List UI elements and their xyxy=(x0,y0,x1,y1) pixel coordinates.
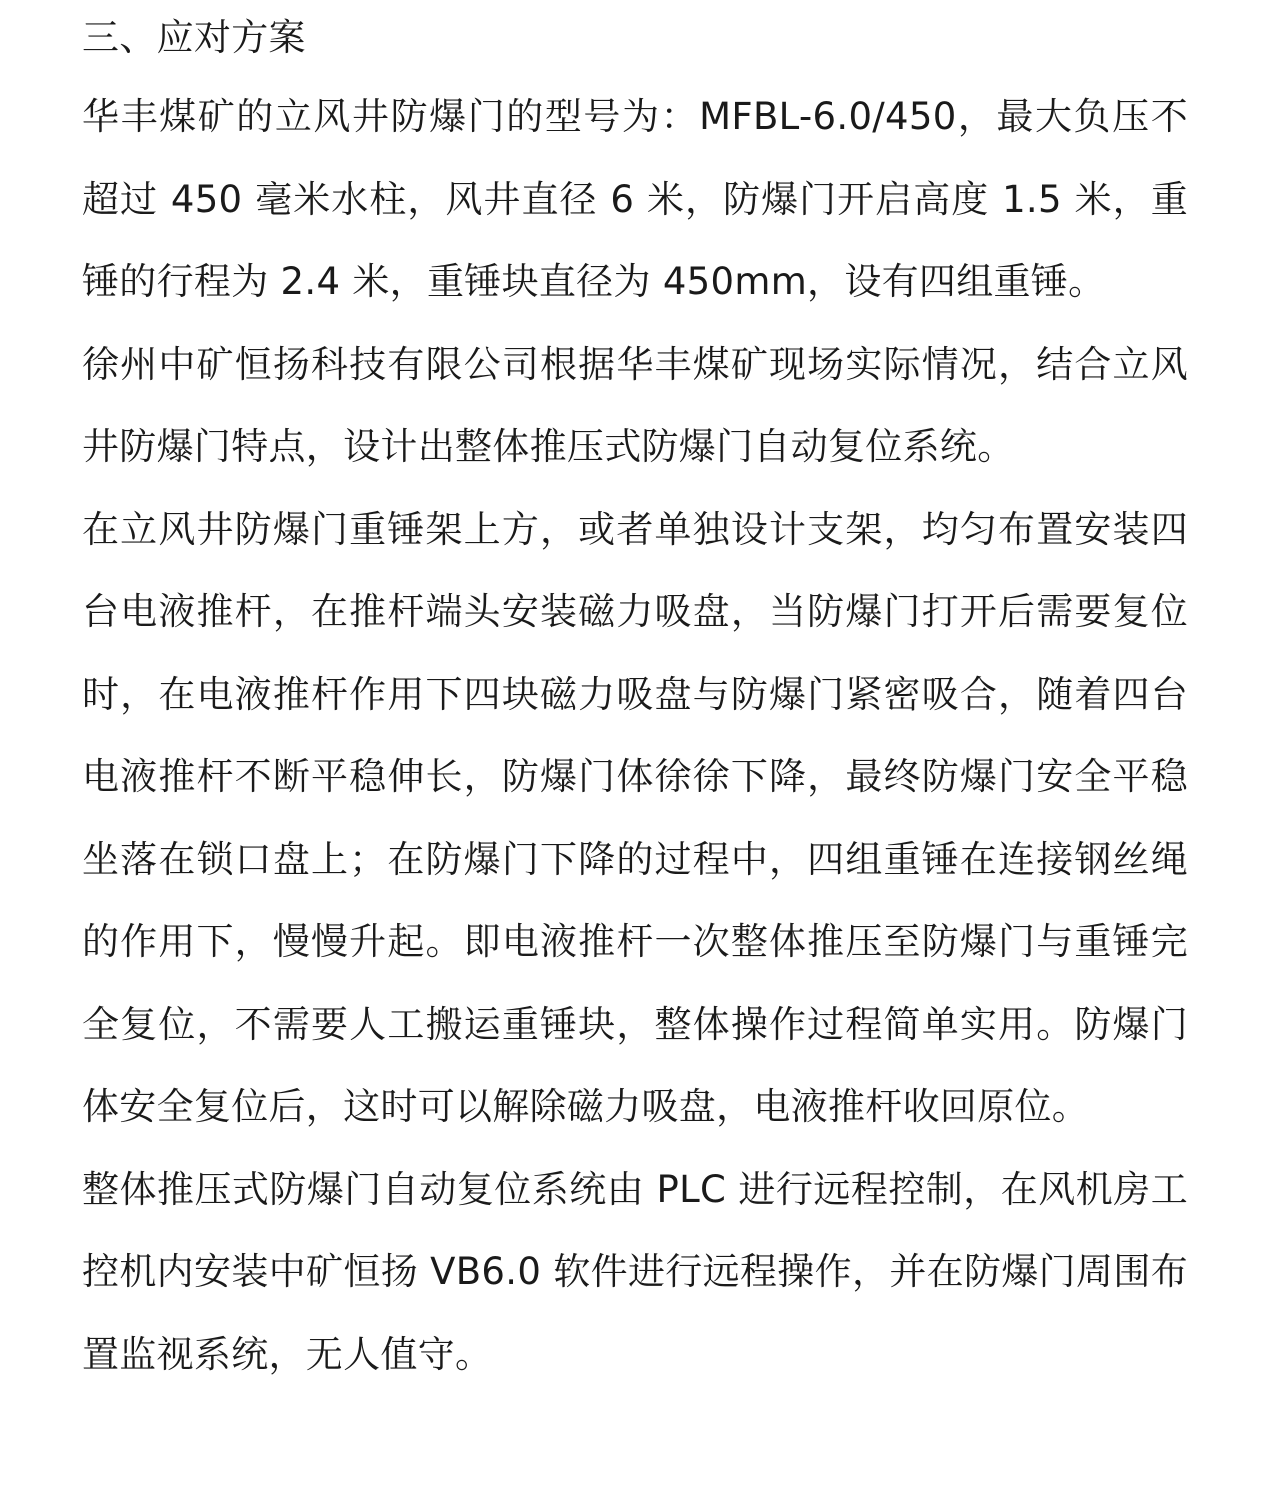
paragraph-company-design: 徐州中矿恒扬科技有限公司根据华丰煤矿现场实际情况，结合立风井防爆门特点，设计出整体推压式防爆门自动复位系统。 xyxy=(82,342,1188,468)
paragraph-reset-procedure: 在立风井防爆门重锤架上方，或者单独设计支架，均匀布置安装四台电液推杆，在推杆端头安装磁力吸盘，当防爆门打开后需要复位时，在电液推杆作用下四块磁力吸盘与防爆门紧密吸合，随着四台电液推杆不断平稳伸长，防爆门体徐徐下降，最终防爆门安全平稳坐落在锁口盘上；在防爆门下降的过程中，四组重锤在连接钢丝绳的作用下，慢慢升起。即电液推杆一次整体推压至防爆门与重锤完全复位，不需要人工搬运重锤块，整体操作过程简单实用。防爆门体安全复位后，这时可以解除磁力吸盘，电液推杆收回原位。 xyxy=(82,507,1188,1128)
document-body xyxy=(82,0,1188,1396)
section-heading: 三、应对方案 xyxy=(82,16,306,59)
paragraph-remote-control: 整体推压式防爆门自动复位系统由 PLC 进行远程控制，在风机房工控机内安装中矿恒扬 VB6.0 软件进行远程操作，并在防爆门周围布置监视系统，无人值守。 xyxy=(82,1167,1188,1376)
paragraph-door-specs: 华丰煤矿的立风井防爆门的型号为：MFBL-6.0/450，最大负压不超过 450 毫米水柱，风井直径 6 米，防爆门开启高度 1.5 米，重锤的行程为 2.4 米，重锤块直径为 450mm，设有四组重锤。 xyxy=(82,95,1188,303)
